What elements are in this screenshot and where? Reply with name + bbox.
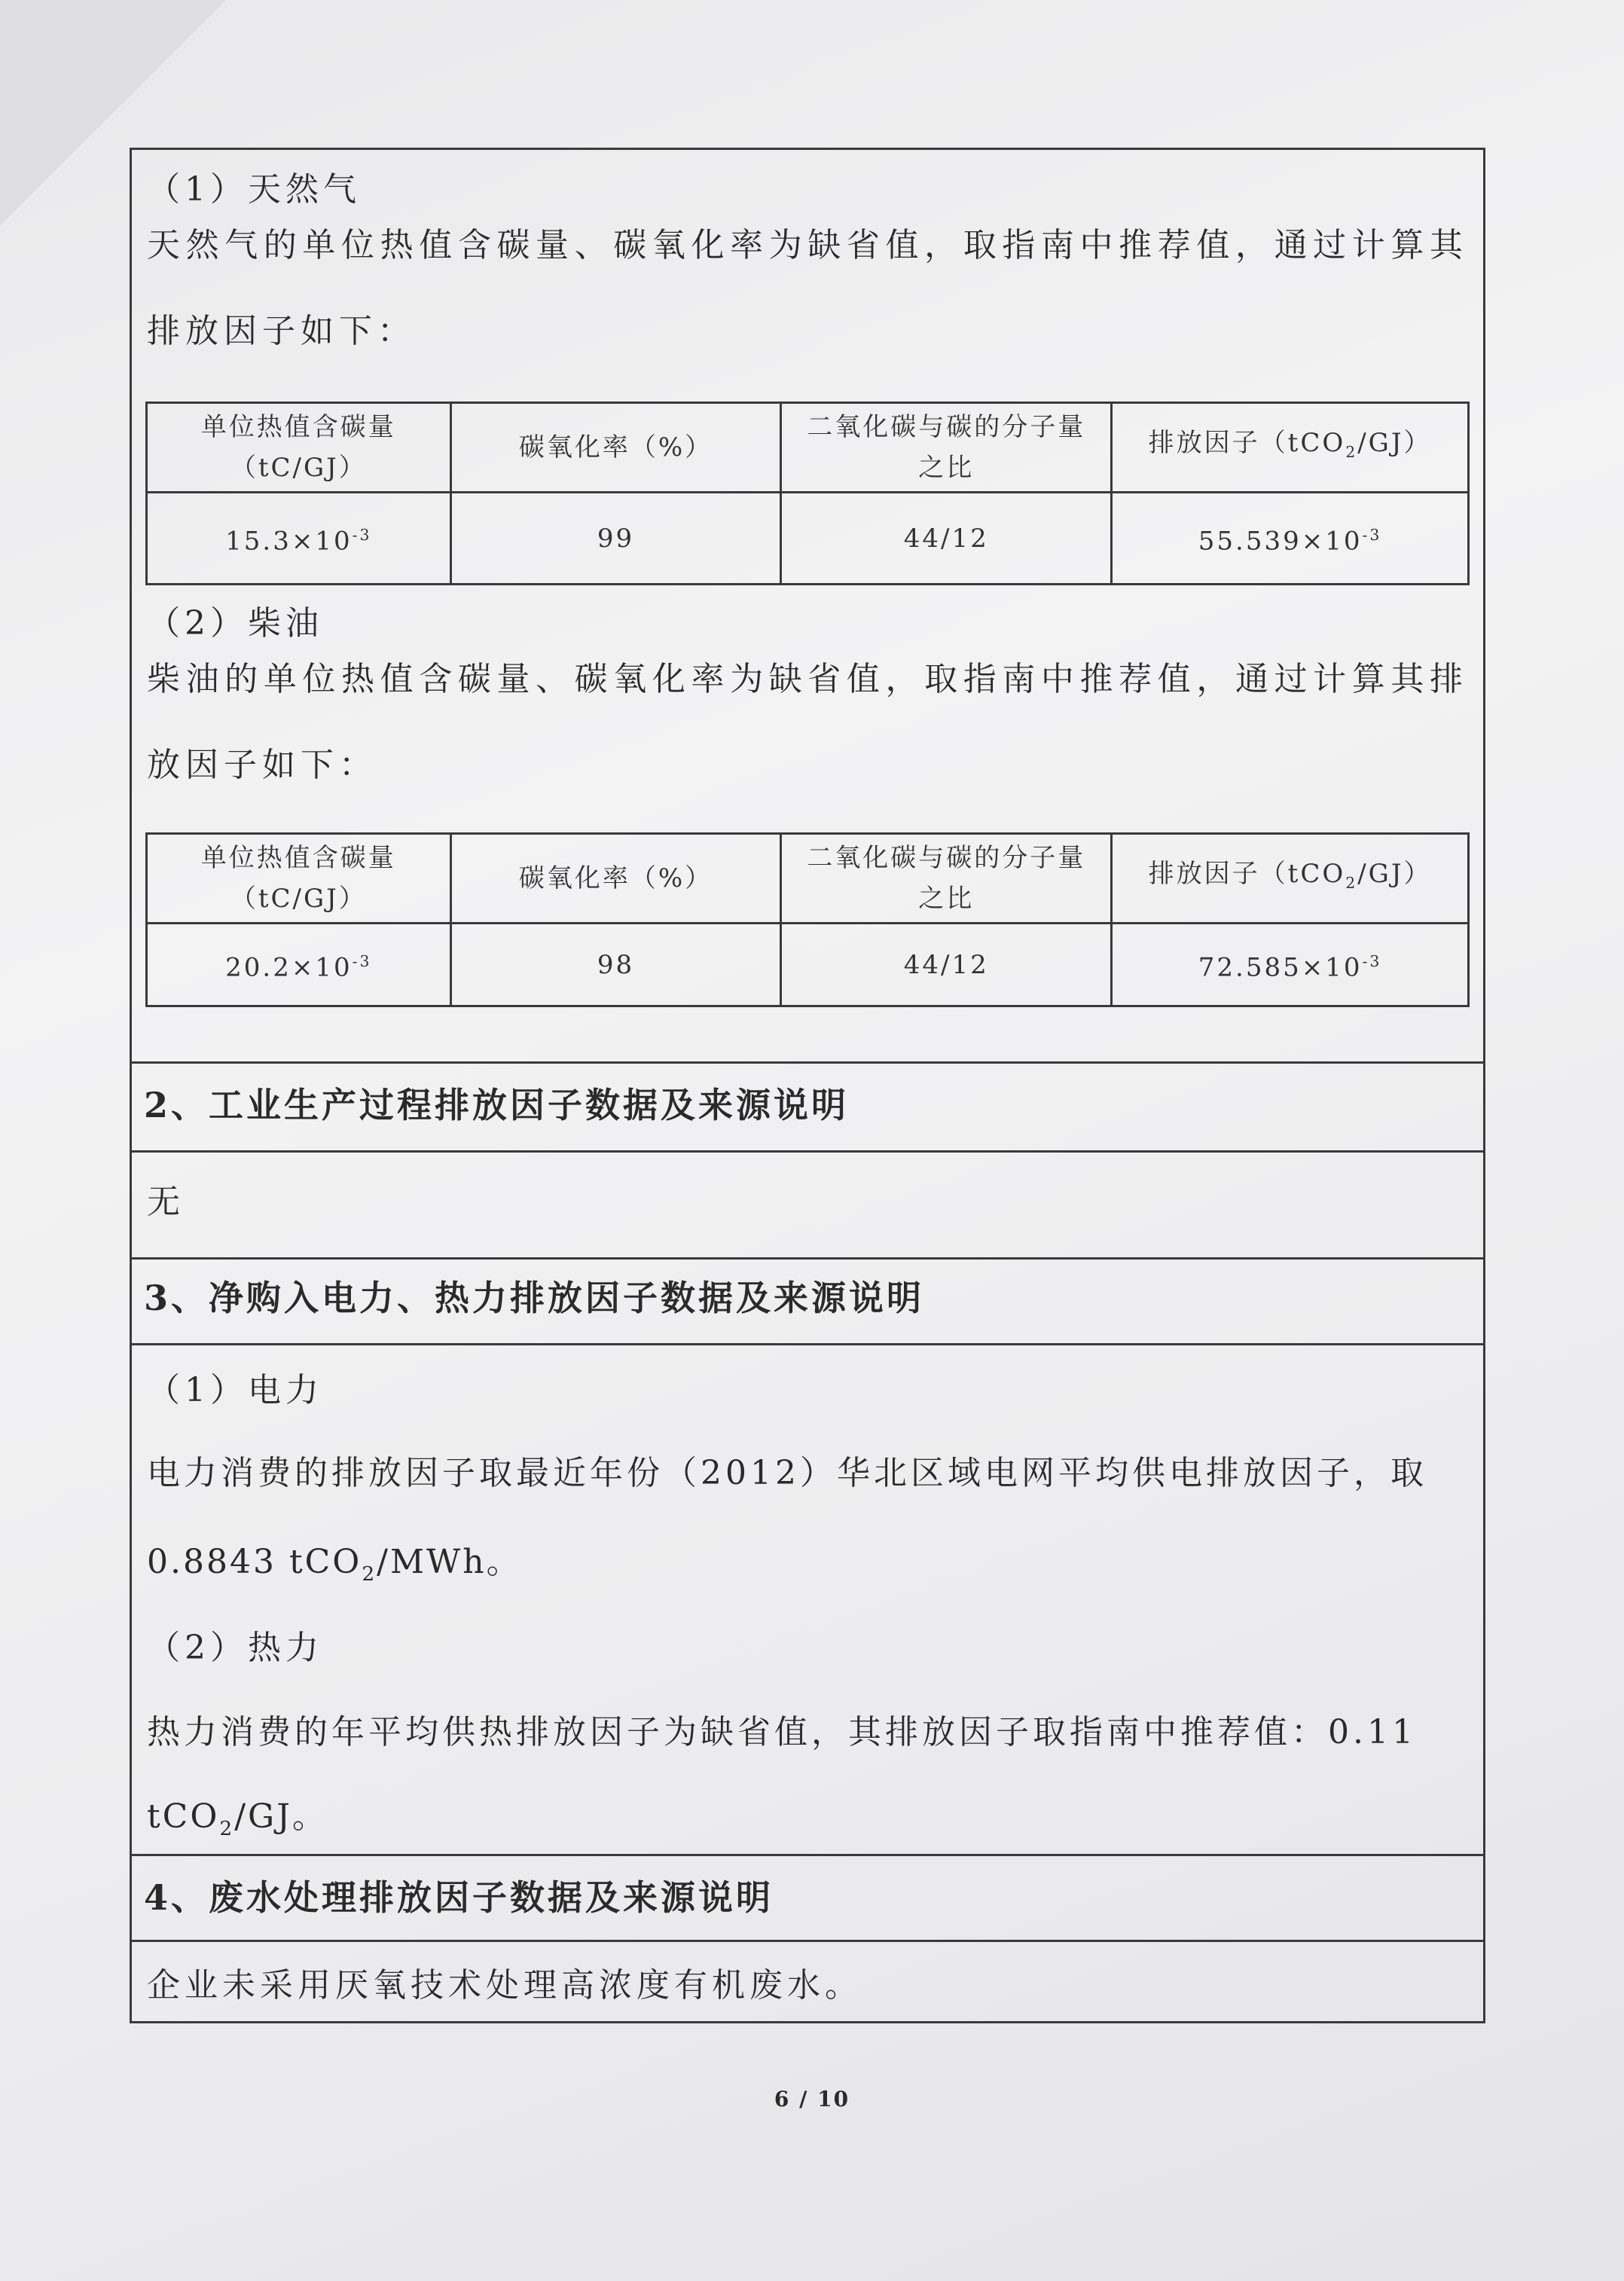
table-row (147, 493, 1469, 585)
diesel-title: （2）柴油 (147, 604, 323, 643)
cell-carbon-content: $20.2\times 10^{-3}$ (147, 924, 451, 1006)
header-oxidation-rate: 碳氧化率（%） (450, 834, 781, 924)
emission-factor-table-frame (130, 148, 1485, 2023)
divider (132, 1343, 1483, 1345)
header-molecular-ratio: 二氧化碳与碳的分子量 之比 (781, 403, 1112, 493)
table-row (147, 924, 1469, 1006)
header-emission-factor: 排放因子（tCO$_2$/GJ） (1112, 403, 1469, 493)
heat-line-2: tCO$_2$/GJ。 (147, 1797, 328, 1840)
section2-heading: 2、工业生产过程排放因子数据及来源说明 (144, 1085, 850, 1125)
power-line-1: 电力消费的排放因子取最近年份（2012）华北区域电网平均供电排放因子，取 (147, 1454, 1427, 1492)
header-carbon-content: 单位热值含碳量 （tC/GJ） (147, 403, 451, 493)
gas-title: （1）天然气 (147, 170, 361, 209)
power-title: （1）电力 (147, 1371, 323, 1409)
table-header-row (147, 403, 1469, 493)
diesel-paragraph: 柴油的单位热值含碳量、碳氧化率为缺省值，取指南中推荐值，通过计算其排放因子如下： (147, 660, 1468, 784)
cell-emission-factor: $55.539\times 10^{-3}$ (1112, 493, 1469, 585)
cell-oxidation-rate: 98 (450, 924, 781, 1006)
page-number: 6 / 10 (774, 2087, 850, 2112)
cell-carbon-content: $15.3\times 10^{-3}$ (147, 493, 451, 585)
divider (132, 1061, 1483, 1064)
divider (132, 1854, 1483, 1856)
section2-body: 无 (147, 1183, 180, 1221)
header-oxidation-rate: 碳氧化率（%） (450, 403, 781, 493)
divider (132, 1940, 1483, 1942)
header-molecular-ratio: 二氧化碳与碳的分子量 之比 (781, 834, 1112, 924)
divider (132, 1257, 1483, 1260)
gas-factor-table (145, 402, 1470, 585)
diesel-factor-table (145, 832, 1470, 1007)
cell-oxidation-rate: 99 (450, 493, 781, 585)
table-header-row (147, 834, 1469, 924)
header-carbon-content: 单位热值含碳量 （tC/GJ） (147, 834, 451, 924)
section4-heading: 4、废水处理排放因子数据及来源说明 (144, 1877, 774, 1918)
cell-molecular-ratio: 44/12 (781, 493, 1112, 585)
cell-molecular-ratio: 44/12 (781, 924, 1112, 1006)
heat-line-1: 热力消费的年平均供热排放因子为缺省值，其排放因子取指南中推荐值：0.11 (147, 1713, 1417, 1751)
section4-body: 企业未采用厌氧技术处理高浓度有机废水。 (147, 1966, 862, 2005)
section3-heading: 3、净购入电力、热力排放因子数据及来源说明 (144, 1278, 925, 1318)
divider (132, 1150, 1483, 1153)
power-line-2: 0.8843 tCO$_2$/MWh。 (147, 1543, 522, 1586)
cell-emission-factor: $72.585\times 10^{-3}$ (1112, 924, 1469, 1006)
heat-title: （2）热力 (147, 1629, 323, 1667)
gas-paragraph: 天然气的单位热值含碳量、碳氧化率为缺省值，取指南中推荐值，通过计算其排放因子如下： (147, 226, 1468, 350)
header-emission-factor: 排放因子（tCO$_2$/GJ） (1112, 834, 1469, 924)
